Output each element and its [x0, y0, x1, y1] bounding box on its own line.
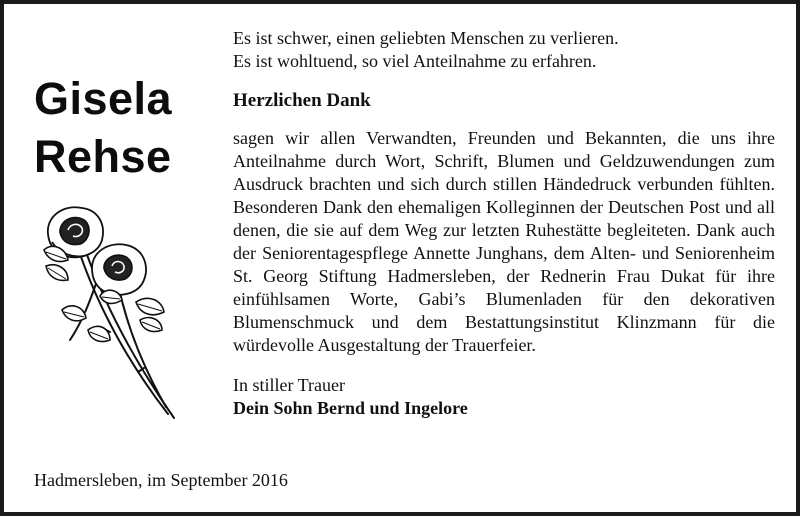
thanks-body: sagen wir allen Verwandten, Freunden und Bekannten, die uns ihre Anteilnahme durch Wort, Schrift, Blumen und Geldzuwendungen zum Ausdruck brachten und sich durch stillen Händedruck verbunden fühlten. Besonderen Dank den ehemaligen Kolleginnen der Deutschen Post und all denen, die sie auf dem Weg zur letzten Ruhestätte begleiteten. Dank auch der Seniorentagespflege Annette Junghans, dem Alten- und Seniorenheim St. Georg Stiftung Hadmersleben, der Rednerin Frau Dukat für ihre einfühlsamen Worte, Gabi’s Blumenladen für den dekorativen Blumenschmuck und dem Bestattungsinstitut Klinzmann für die würdevolle Ausgestaltung der Trauerfeier. [233, 128, 775, 355]
intro-line-1: Es ist schwer, einen geliebten Menschen zu verlieren. [233, 28, 619, 48]
thanks-heading: Herzlichen Dank [233, 90, 371, 111]
last-name: Rehse [34, 131, 172, 182]
signoff [233, 374, 775, 420]
text-column [233, 27, 775, 420]
family-names: Dein Sohn Bernd und Ingelore [233, 398, 468, 418]
signoff-line: In stiller Trauer [233, 375, 345, 395]
intro-line-2: Es ist wohltuend, so viel Anteilnahme zu erfahren. [233, 51, 597, 71]
first-name: Gisela [34, 73, 173, 124]
intro-quote [233, 27, 775, 73]
roses-icon [40, 202, 192, 428]
place-date: Hadmersleben, im September 2016 [34, 470, 288, 490]
deceased-name [34, 70, 172, 186]
